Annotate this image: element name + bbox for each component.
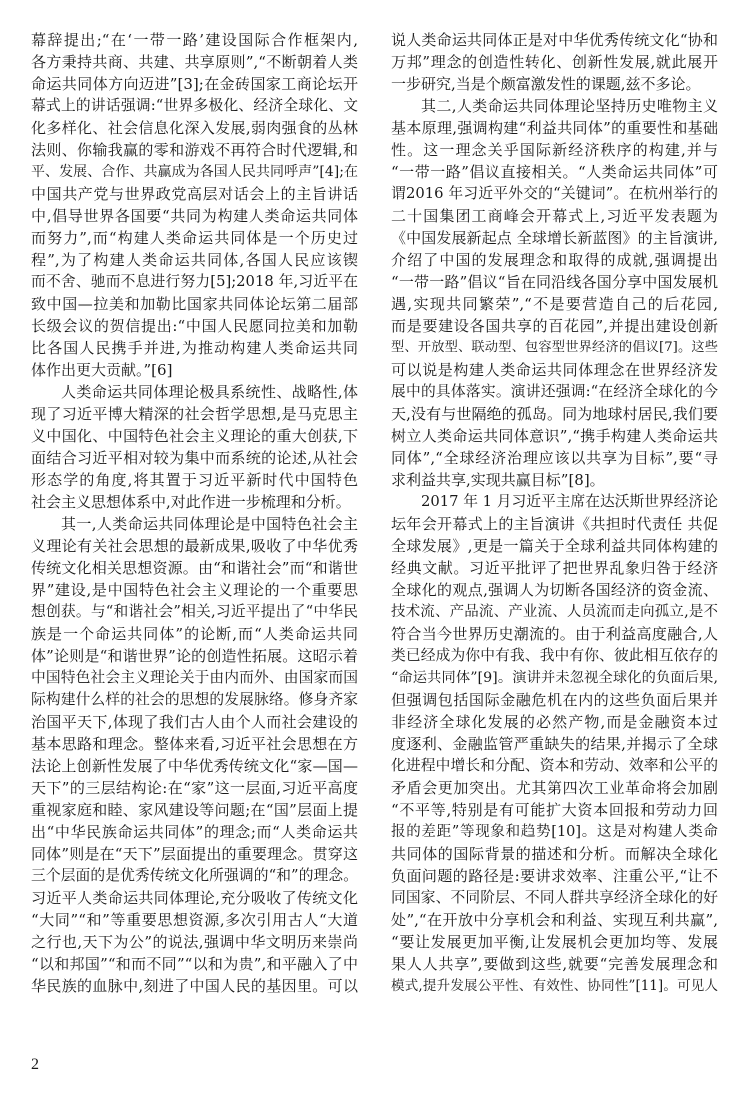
text-line: 负面问题的路径是:要讲求效率、注重公平,“让不 bbox=[391, 867, 718, 885]
text-line: “以和邦国”“和而不同”“以和为贵”,和平融入了中 bbox=[31, 955, 358, 973]
text-line: 天,没有与世隔绝的孤岛。同为地球村居民,我们要 bbox=[391, 405, 718, 423]
text-line: 同体”,“全球经济治理应该以共享为目标”,要“寻 bbox=[391, 449, 718, 467]
text-line: 界”建设,是中国特色社会主义理论的一个重要思 bbox=[31, 581, 358, 599]
text-line: 说人类命运共同体正是对中华优秀传统文化“协和 bbox=[391, 31, 718, 49]
text-line: 性。这一理念关乎国际新经济秩序的构建,并与 bbox=[391, 141, 718, 159]
text-line: 平、发展、合作、共赢成为各国人民共同呼声”[4];在 bbox=[31, 164, 358, 180]
text-line: 中,倡导世界各国要“共同为构建人类命运共同体 bbox=[31, 207, 358, 225]
text-line: 基本原理,强调构建“利益共同体”的重要性和基础 bbox=[391, 119, 718, 137]
text-line: 报的差距”等现象和趋势[10]。这是对构建人类命 bbox=[391, 824, 718, 840]
text-line: 全球化的观点,强调人为切断各国经济的资金流、 bbox=[391, 581, 718, 599]
left-column bbox=[31, 29, 358, 997]
text-line: 习近平人类命运共同体理论,充分吸收了传统文化 bbox=[31, 889, 358, 907]
text-line: 经典文献。习近平批评了把世界乱象归咎于经济 bbox=[391, 559, 718, 577]
text-line: 基本思路和理念。整体来看,习近平社会思想在方 bbox=[31, 735, 358, 753]
text-line: 化进程中增长和分配、资本和劳动、效率和公平的 bbox=[391, 757, 718, 774]
text-line: 致中国—拉美和加勒比国家共同体论坛第二届部 bbox=[31, 295, 358, 313]
text-line: 谓2016 年习近平外交的“关键词”。在杭州举行的 bbox=[391, 185, 718, 202]
text-line: 华民族的血脉中,刻进了中国人民的基因里。可以 bbox=[31, 977, 358, 995]
text-line: 树立人类命运共同体意识”,“携手构建人类命运共 bbox=[391, 427, 718, 445]
text-line: 际构建什么样的社会的思想的发展脉络。修身齐家 bbox=[31, 691, 358, 708]
text-line: 2017 年 1 月习近平主席在达沃斯世界经济论 bbox=[421, 493, 718, 510]
text-line: 坛年会开幕式上的主旨演讲《共担时代责任 共促 bbox=[391, 515, 718, 533]
text-line: 二十国集团工商峰会开幕式上,习近平发表题为 bbox=[391, 207, 718, 225]
text-line: 幕式上的讲话强调:“世界多极化、经济全球化、文 bbox=[31, 97, 358, 114]
text-line: 介绍了中国的发展理念和取得的成就,强调提出 bbox=[391, 251, 718, 269]
text-line: 面结合习近平相对较为集中而系统的论述,从社会 bbox=[31, 449, 358, 467]
text-line: 各方秉持共商、共建、共享原则”,“不断朝着人类 bbox=[31, 53, 358, 71]
text-line: 体作出更大贡献。”[6] bbox=[31, 361, 173, 379]
text-line: 共同体的国际背景的描述和分析。而解决全球化 bbox=[391, 845, 718, 863]
text-line: “一带一路”倡议“旨在同沿线各国分享中国发展机 bbox=[391, 273, 718, 291]
right-column bbox=[391, 29, 718, 997]
text-line: 果人人共享”,要做到这些,就要“完善发展理念和 bbox=[391, 955, 718, 973]
text-line: 求利益共享,实现共赢目标”[8]。 bbox=[391, 471, 605, 489]
text-line: 类已经成为你中有我、我中有你、彼此相互依存的 bbox=[391, 647, 718, 664]
text-line: 同体”则是在“天下”层面提出的重要理念。贯穿这 bbox=[31, 845, 358, 863]
text-line: 体”论则是“和谐世界”论的创造性拓展。这昭示着 bbox=[31, 647, 358, 665]
text-line: 族是一个命运共同体”的论断,而“人类命运共同 bbox=[31, 625, 358, 643]
text-line: 一步研究,当是个颇富激发性的课题,兹不多论。 bbox=[391, 75, 701, 93]
text-line: “命运共同体”[9]。演讲并未忽视全球化的负面后果, bbox=[391, 670, 718, 686]
text-line: 法论上创新性发展了中华优秀传统文化“家—国— bbox=[31, 757, 358, 775]
text-line: 而不舍、驰而不息进行努力[5];2018 年,习近平在 bbox=[31, 273, 358, 290]
text-line: “不平等,特别是有可能扩大资本回报和劳动力回 bbox=[391, 801, 718, 819]
text-line: 化多样化、社会信息化深入发展,弱肉强食的丛林 bbox=[31, 119, 358, 137]
text-line: 程”,为了构建人类命运共同体,各国人民应该锲 bbox=[31, 251, 358, 269]
text-line: 法则、你输我赢的零和游戏不再符合时代逻辑,和 bbox=[31, 141, 358, 159]
text-line: 万邦”理念的创造性转化、创新性发展,就此展开 bbox=[391, 53, 718, 71]
text-line: 型、开放型、联动型、包容型世界经济的倡议[7]。这些 bbox=[391, 340, 718, 355]
text-line: 人类命运共同体理论极具系统性、战略性,体 bbox=[61, 383, 358, 401]
text-line: 比各国人民携手并进,为推动构建人类命运共同 bbox=[31, 339, 358, 357]
text-line: 天下”的三层结构论:在“家”这一层面,习近平高度 bbox=[31, 779, 358, 797]
text-line: 社会主义思想体系中,对此作进一步梳理和分析。 bbox=[31, 493, 351, 511]
text-line: 出“中华民族命运共同体”的理念;而“人类命运共 bbox=[31, 823, 358, 841]
text-line: 模式,提升发展公平性、有效性、协同性”[11]。可见人 bbox=[391, 978, 718, 994]
text-line: 其一,人类命运共同体理论是中国特色社会主 bbox=[61, 515, 358, 533]
text-line: 符合当今世界历史潮流的。由于利益高度融合,人 bbox=[391, 625, 718, 643]
text-line: 可以说是构建人类命运共同体理念在世界经济发 bbox=[391, 361, 718, 379]
text-line: 非经济全球化发展的必然产物,而是金融资本过 bbox=[391, 713, 718, 731]
text-line: 中国特色社会主义理论关于由内而外、由国家而国 bbox=[31, 669, 358, 686]
text-line: 其二,人类命运共同体理论坚持历史唯物主义 bbox=[421, 97, 718, 115]
text-line: “大同”“和”等重要思想资源,多次引用古人“大道 bbox=[31, 911, 358, 929]
text-line: 但强调包括国际金融危机在内的这些负面后果并 bbox=[391, 691, 718, 709]
text-line: 技术流、产品流、产业流、人员流而走向孤立,是不 bbox=[391, 604, 718, 620]
text-line: 命运共同体方向迈进”[3];在金砖国家工商论坛开 bbox=[31, 75, 358, 93]
text-line: 而是要建设各国共享的百花园”,并提出建设创新 bbox=[391, 317, 718, 335]
text-line: 长级会议的贺信提出:“中国人民愿同拉美和加勒 bbox=[31, 317, 358, 335]
text-line: 中国共产党与世界政党高层对话会上的主旨讲话 bbox=[31, 185, 358, 203]
text-line: 想创获。与“和谐社会”相关,习近平提出了“中华民 bbox=[31, 603, 358, 620]
text-line: “要让发展更加平衡,让发展机会更加均等、发展 bbox=[391, 933, 718, 951]
text-line: 矛盾会更加突出。尤其第四次工业革命将会加剧 bbox=[391, 779, 718, 797]
text-line: 遇,实现共同繁荣”,“不是要营造自己的后花园, bbox=[391, 295, 718, 313]
text-line: 全球发展》,更是一篇关于全球利益共同体构建的 bbox=[391, 537, 718, 555]
text-line: 传统文化相关思想资源。由“和谐社会”而“和谐世 bbox=[31, 559, 358, 577]
text-line: 而努力”,而“构建人类命运共同体是一个历史过 bbox=[31, 229, 358, 247]
text-line: 展中的具体落实。演讲还强调:“在经济全球化的今 bbox=[391, 383, 718, 400]
text-line: 同国家、不同阶层、不同人群共享经济全球化的好 bbox=[391, 889, 718, 906]
text-line: 处”,“在开放中分享机会和利益、实现互利共赢”, bbox=[391, 911, 718, 929]
text-line: 现了习近平博大精深的社会哲学思想,是马克思主 bbox=[31, 405, 358, 423]
text-line: 三个层面的是优秀传统文化所强调的“和”的理念。 bbox=[31, 867, 358, 884]
text-line: 重视家庭和睦、家风建设等问题;在“国”层面上提 bbox=[31, 801, 358, 819]
text-line: 治国平天下,体现了我们古人由个人而社会建设的 bbox=[31, 713, 358, 731]
text-line: 形态学的角度,将其置于习近平新时代中国特色 bbox=[31, 471, 358, 489]
text-line: 幕辞提出;“在‘一带一路’建设国际合作框架内, bbox=[31, 31, 358, 49]
text-line: “一带一路”倡议直接相关。“人类命运共同体”可 bbox=[391, 163, 718, 181]
text-line: 度逐利、金融监管严重缺失的结果,并揭示了全球 bbox=[391, 735, 718, 753]
text-line: 《中国发展新起点 全球增长新蓝图》的主旨演讲, bbox=[391, 229, 718, 247]
text-line: 之行也,天下为公”的说法,强调中华文明历来崇尚 bbox=[31, 933, 358, 951]
page-number: 2 bbox=[31, 1056, 39, 1073]
text-line: 义理论有关社会思想的最新成果,吸收了中华优秀 bbox=[31, 537, 358, 555]
text-line: 义中国化、中国特色社会主义理论的重大创获,下 bbox=[31, 427, 358, 445]
